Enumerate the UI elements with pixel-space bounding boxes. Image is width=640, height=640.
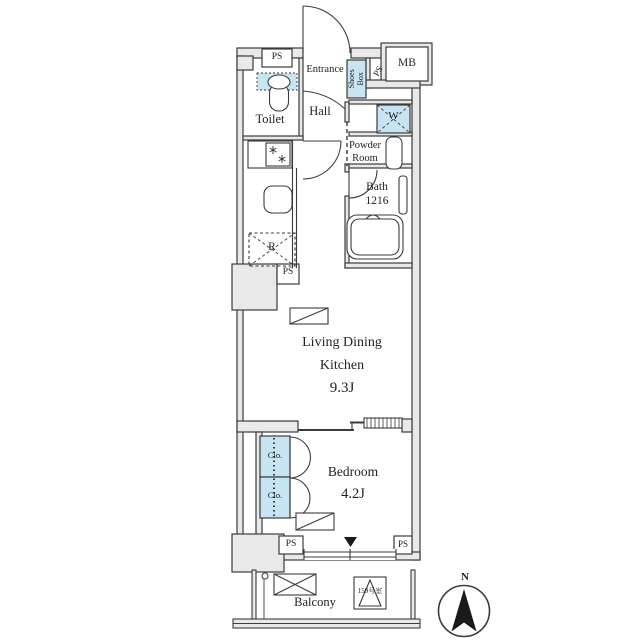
ldk-label-group xyxy=(279,331,405,400)
balcony-label: Balcony xyxy=(294,595,336,609)
pillar-lower xyxy=(232,534,284,572)
closet-label-upper: Clo. xyxy=(267,450,283,460)
washing-machine-label: W xyxy=(388,110,399,122)
wall-right xyxy=(412,84,420,560)
toilet-label: Toilet xyxy=(255,112,285,126)
entrance-door-arc xyxy=(303,6,350,53)
meter-box-label: MB xyxy=(398,57,416,69)
pipe-space-label-bottom-right: PS xyxy=(397,539,408,549)
entry-marker-triangle xyxy=(344,537,357,547)
pipe-space-label-mid: PS xyxy=(282,267,294,277)
north-label: N xyxy=(461,571,469,583)
wall-left-step xyxy=(237,56,253,70)
wall-ldk-bedroom-divider xyxy=(237,421,298,432)
bathtub-inner xyxy=(351,219,399,255)
pillar-upper xyxy=(232,264,277,310)
north-arrow-icon xyxy=(452,589,477,632)
ldk-label-line2: Kitchen xyxy=(319,358,365,373)
pipe-space-label-top: PS xyxy=(271,52,283,62)
drain-icon xyxy=(262,573,268,579)
balcony-post-left xyxy=(252,570,256,619)
toilet-tank-icon xyxy=(268,75,290,89)
bedroom-label: Bedroom xyxy=(327,464,379,479)
kitchen-sink xyxy=(264,186,292,213)
bath-label-group xyxy=(348,181,406,209)
bath-size-label: 1216 xyxy=(365,194,389,207)
pipe-space-label-bottom-left: PS xyxy=(285,539,297,549)
shoes-box-label: Shoes Box xyxy=(347,69,365,89)
bedroom-label-group xyxy=(303,461,403,505)
wall-washer-top xyxy=(349,100,412,104)
bedroom-items xyxy=(296,513,334,530)
bedroom-size-label: 4.2J xyxy=(341,486,365,502)
pipe-space-label-rotated: PS xyxy=(371,64,385,78)
refrigerator-label: R xyxy=(268,241,276,253)
compass xyxy=(439,586,490,637)
entrance-label: Entrance xyxy=(306,64,344,75)
wall-bath-bottom xyxy=(345,263,412,268)
wall-divider-stub xyxy=(402,419,412,432)
ldk-label-line1: Living Dining xyxy=(302,335,382,350)
closet-label-lower: Clo. xyxy=(267,490,283,500)
bath-label: Bath xyxy=(366,181,388,193)
wall-toilet-bottom xyxy=(243,136,303,140)
stove-inner xyxy=(266,143,290,166)
evacuation-hatch-label: 159号室 xyxy=(357,587,383,595)
wall-hall-right-a xyxy=(345,102,349,122)
ldk-size-label: 9.3J xyxy=(329,380,355,396)
bedroom-window xyxy=(304,549,396,560)
hall-label: Hall xyxy=(309,104,331,118)
balcony-post-right xyxy=(411,570,415,619)
powder-room-label: Powder Room xyxy=(348,140,382,165)
